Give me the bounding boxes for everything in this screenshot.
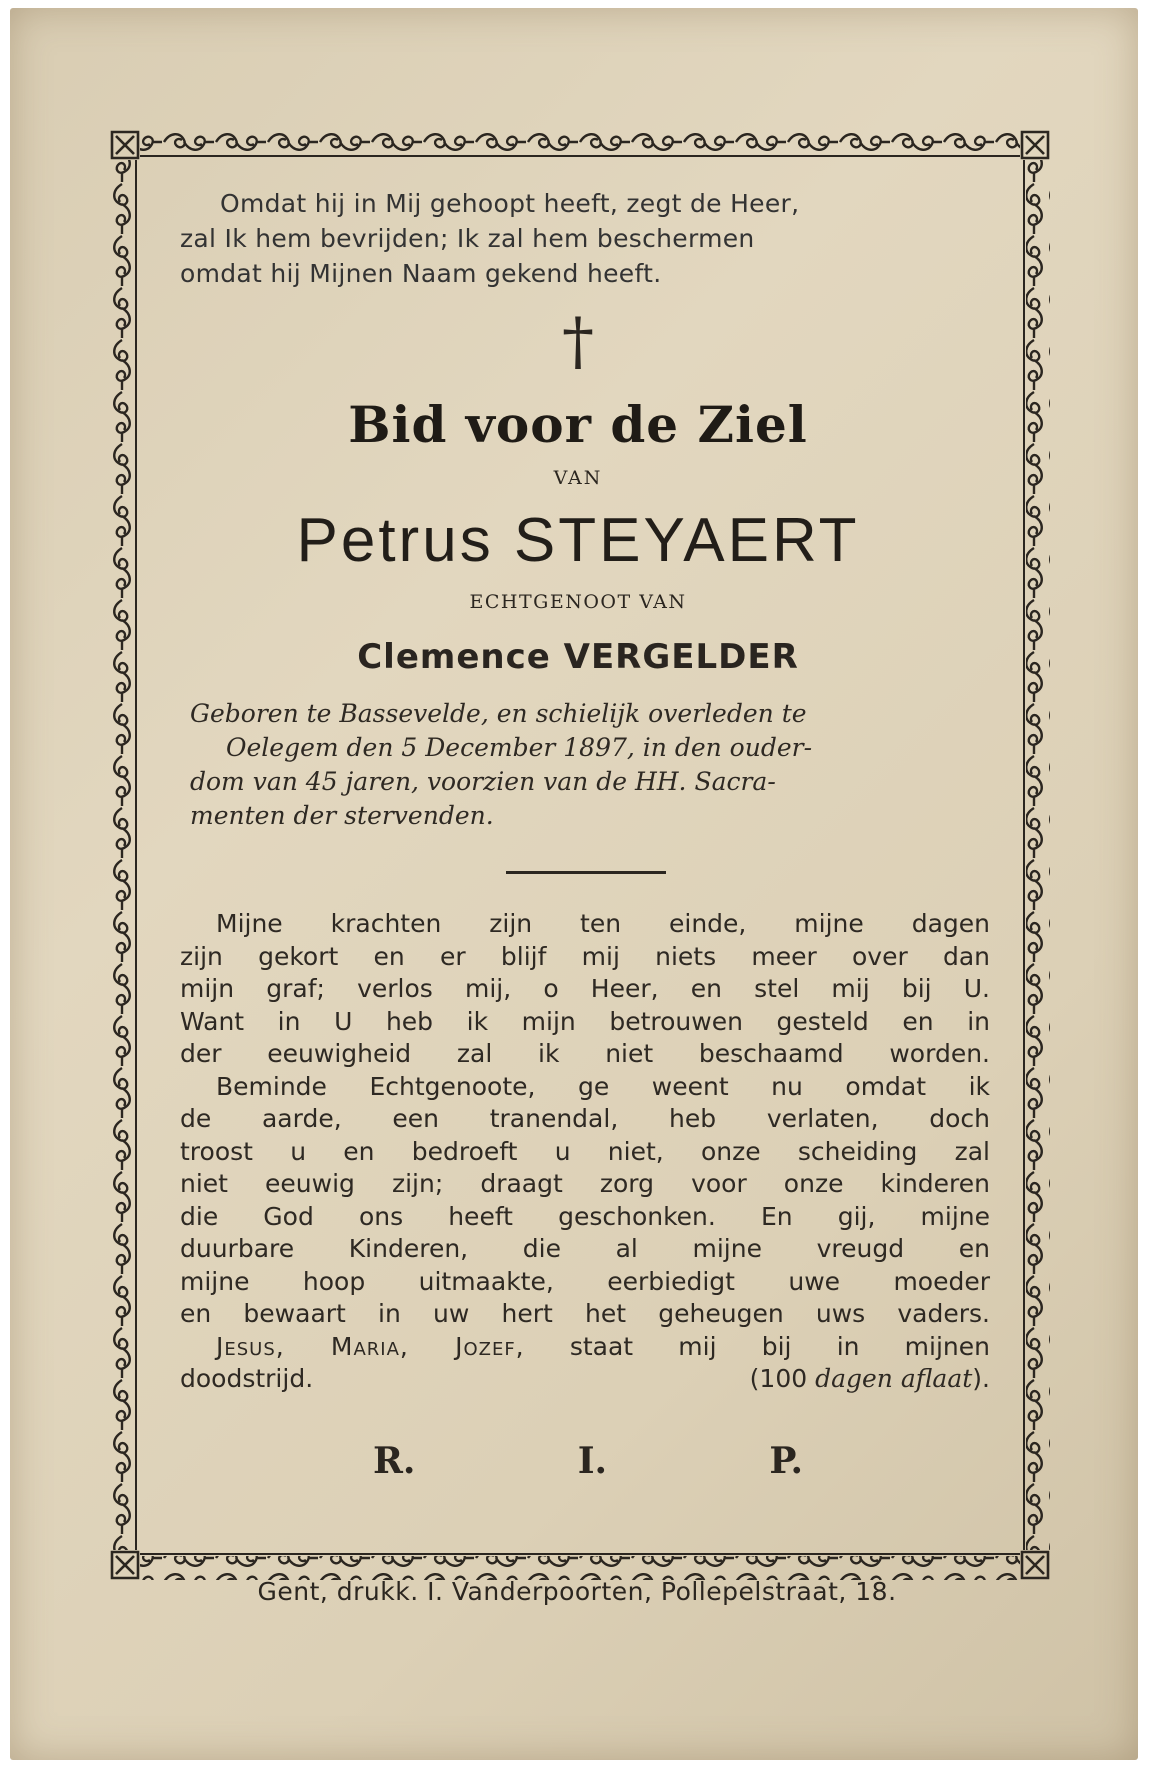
- biography: [190, 697, 990, 833]
- bio-line: Geboren te Bassevelde, en schielijk overleden te: [190, 699, 807, 728]
- invocation: Jesus, Maria, Jozef,: [216, 1331, 525, 1361]
- invocation-rest: staat mij bij in mijnen: [569, 1331, 990, 1361]
- deceased-name: Petrus STEYAERT: [296, 506, 860, 575]
- indulgence-note: [750, 1363, 990, 1396]
- verse-line: Omdat hij in Mij gehoopt heeft, zegt de Heer,: [220, 189, 800, 218]
- prayer-line: der eeuwigheid zal ik niet beschaamd worden.: [180, 1039, 990, 1068]
- verse-line: omdat hij Mijnen Naam gekend heeft.: [180, 259, 662, 288]
- prayer-line: Want in U heb ik mijn betrouwen gesteld en in: [180, 1006, 990, 1036]
- bio-line: menten der stervenden.: [190, 801, 494, 830]
- divider-rule: [506, 871, 666, 874]
- rip-p: P.: [769, 1439, 803, 1482]
- prayer-line: Beminde Echtgenoote, ge weent nu omdat ik: [216, 1071, 990, 1101]
- card-content: [180, 186, 990, 1482]
- prayer-line: duurbare Kinderen, die al mijne vreugd en: [180, 1234, 990, 1263]
- prayer-invocation-line: [180, 1331, 990, 1364]
- indulgence-close: ).: [972, 1364, 990, 1393]
- van-label: VAN: [553, 467, 603, 489]
- prayer-line: en bewaart in uw hert het geheugen uws vaders.: [180, 1299, 990, 1328]
- spouse-of-label: ECHTGENOOT VAN: [469, 591, 687, 613]
- prayer-line: troost u en bedroeft u niet, onze scheiding zal: [180, 1136, 990, 1166]
- farewell-prayer: [180, 908, 990, 1396]
- prayer-line: de aarde, een tranendal, heb verlaten, doch: [180, 1104, 990, 1133]
- psalm-verse: [180, 186, 976, 291]
- rip-i: I.: [577, 1439, 608, 1482]
- indulgence-open: (100: [749, 1364, 808, 1393]
- cross-icon: †: [562, 305, 594, 379]
- bio-line: Oelegem den 5 December 1897, in den ouder-: [226, 733, 813, 762]
- verse-line: zal Ik hem bevrijden; Ik zal hem beschermen: [180, 224, 755, 253]
- prayer-line: niet eeuwig zijn; draagt zorg voor onze kinderen: [180, 1169, 990, 1198]
- bio-line: dom van 45 jaren, voorzien van de HH. Sacra-: [190, 767, 776, 796]
- prayer-line: mijne hoop uitmaakte, eerbiedigt uwe moeder: [180, 1266, 990, 1296]
- prayer-line: die God ons heeft geschonken. En gij, mijne: [180, 1201, 990, 1231]
- spouse-name: Clemence VERGELDER: [357, 637, 799, 677]
- rip-letters: [373, 1440, 803, 1482]
- prayer-heading: Bid voor de Ziel: [348, 395, 808, 454]
- rip-r: R.: [373, 1439, 416, 1482]
- indulgence-text: dagen aflaat: [815, 1364, 973, 1393]
- printer-imprint: Gent, drukk. I. Vanderpoorten, Pollepelstraat, 18.: [257, 1577, 897, 1606]
- final-word: doodstrijd.: [180, 1364, 314, 1393]
- prayer-line: Mijne krachten zijn ten einde, mijne dagen: [216, 909, 990, 938]
- prayer-line: zijn gekort en er blijf mij niets meer over dan: [180, 941, 990, 971]
- prayer-final-line: [180, 1363, 990, 1396]
- prayer-line: mijn graf; verlos mij, o Heer, en stel mij bij U.: [180, 974, 990, 1003]
